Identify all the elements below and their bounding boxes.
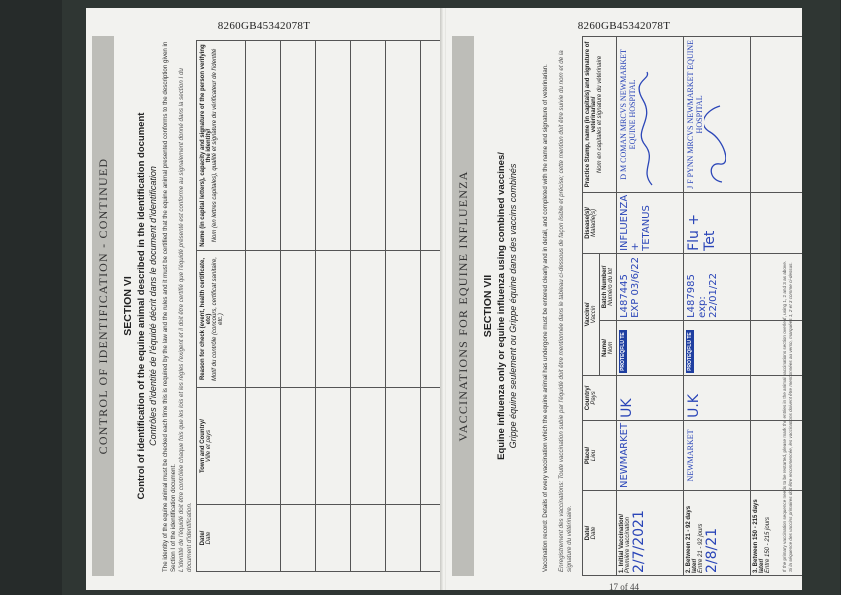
left-page-content [92, 36, 432, 576]
vet-practice-stamp: J F PYNN MRCVS NEWMARKET EQUINE HOSPITAL [686, 39, 704, 189]
table-row [421, 41, 443, 572]
vaccination-date: 2/7/2021 [631, 510, 647, 573]
row-date-cell: 2. Between 21 - 92 days later/ Entre 21 - 92 jours 2/8/21 [684, 491, 751, 576]
section-subtitle: Grippe équine seulement ou Grippe équine dans des vaccins combinés [508, 163, 518, 449]
instruction-text-fr: Enregistrement des vaccinations: Toute vaccination subie par l'équidé doit être mentionnée dans le tableau ci-dessous de façon lisible et précise; cette mention doit être suivie du nom et de la signature du vétérinaire. [558, 50, 573, 572]
column-header-town: Town and Country/ Ville et pays [197, 388, 246, 505]
column-header-date: Date/ Date [583, 491, 617, 576]
right-page-content [452, 36, 796, 576]
section-title: Equine influenza only or equine influenza using combined vaccines/ [496, 152, 507, 460]
disease-name: Flu + Tet [686, 213, 718, 251]
column-header-place: Place/ Lieu [583, 420, 617, 490]
section-title: Control of identification of the equine animal described in the identification document [136, 112, 147, 500]
vaccination-country: U.K [686, 394, 702, 418]
vaccination-place: NEWMARKET [686, 429, 695, 482]
table-row [751, 37, 803, 576]
left-page [86, 8, 442, 590]
column-header-reason: Reason for check (event, health certificate, etc) Motif du contrôle (concours, certificat sanitaire, etc.) [197, 251, 246, 388]
section-banner: CONTROL OF IDENTIFICATION - CONTINUED [92, 36, 114, 576]
table-row [351, 41, 386, 572]
vet-signature [704, 70, 726, 190]
identity-check-table [196, 40, 442, 572]
vet-signature [637, 70, 659, 190]
instruction-text: Vaccination record: Details of every vaccination which the equine animal has undergone must be entered clearly and in detail, and completed with the name and signature of veterinarian. [542, 64, 549, 572]
column-header-batch: Batch Number/ Numéro du lot [600, 253, 617, 320]
vaccination-table [582, 36, 802, 576]
section-banner: VACCINATIONS FOR EQUINE INFLUENZA [452, 36, 474, 576]
column-header-country: Country/ Pays [583, 375, 617, 420]
batch-number: L487445 EXP 03/6/22 [619, 256, 641, 318]
right-page [446, 8, 802, 590]
table-row [281, 41, 316, 572]
vet-practice-stamp: D M COMAN MRCVS NEWMARKET EQUINE HOSPITAL [619, 49, 637, 180]
row-date-cell: 1. Initial Vaccination/ Première vaccination 2/7/2021 [617, 491, 684, 576]
vaccination-date: 2/8/21 [704, 527, 720, 573]
disease-name: INFLUENZA + TETANUS [619, 194, 652, 251]
page-number: 17 of 44 [609, 582, 639, 590]
instruction-text: The identity of the equine animal must be checked each time this is required by the law and the rules and it must be certified that the equine animal presented conforms to the description given in Section I of the identification document. [162, 41, 177, 572]
column-header-vaccine-name: Name/ Nom [600, 320, 617, 375]
column-header-verifier: Name (in capital letters), capacity and signature of the person verifying the identity/ Nom (en lettres capitales), qualité et signature du vérificateur de l'identité [197, 41, 246, 251]
vaccination-place: NEWMARKET [619, 422, 630, 488]
batch-number: L487985 exp: 22/01/22 [686, 272, 719, 318]
column-header-date: Date/ Date [197, 505, 246, 572]
vaccine-label-sticker: PROTEQFLU TE [620, 332, 626, 371]
document-number: 8260GB45342078T [217, 20, 311, 32]
row-date-cell: 3. Between 150 - 215 days later/ Entre 150 - 215 jours [751, 491, 803, 576]
footnote: If the primary vaccination sequence needs to be restarted, please mark the entries in the animal vaccinations section overleaf, using 1, 2 and 3 as above. Si la séquence des vaccins primaires doit être recommencée, les vaccinations doivent être mentionnées au verso, marquées 1, 2 et 3 comme ci-dessus. [782, 260, 793, 572]
vaccine-label-sticker: PROTEQFLU TE [687, 332, 693, 371]
column-header-vet: Practice Stamp, name (in capitals) and signature of veterinarian/ Nom en capitales et signature du vétérinaire [583, 37, 617, 193]
table-row [684, 37, 751, 576]
vaccination-country: UK [619, 398, 635, 418]
instruction-text-fr: L'identité de l'équidé doit être contrôlée chaque fois que les lois et les règles l'exigent et il doit être certifié que l'équidé présenté est conforme au signalement donné dans la section I du document d'identification. [178, 68, 193, 572]
section-label: SECTION VII [482, 274, 494, 338]
table-row [316, 41, 351, 572]
section-subtitle: Contrôles d'identité de l'équidé décrit dans le document d'identification [148, 166, 158, 446]
table-row [386, 41, 421, 572]
table-row [246, 41, 281, 572]
column-header-disease: Disease(s)/ Maladie(s) [583, 192, 617, 253]
column-header-vaccine: Vaccine/ Vaccin [583, 253, 600, 375]
document-number: 8260GB45342078T [577, 20, 671, 32]
table-row [617, 37, 684, 576]
section-label: SECTION VI [122, 276, 134, 336]
